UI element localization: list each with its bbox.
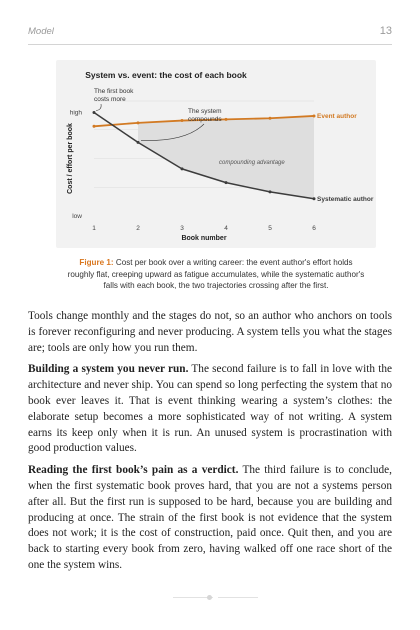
paragraph-3-text: The third failure is to conclude, when the first systematic book proves hard, that you are not a systems person after all. But the first run is supposed to be hard, because you are building and producing at once. The strain of the first book is not evidence that the system does not work; it is the cost of construction, paid once. Quit then, and you are back to starting every book from zero, having walked off one race short of the one the system wins. bbox=[28, 464, 392, 571]
systematic-author-point-5 bbox=[269, 190, 272, 193]
event-author-point-5 bbox=[269, 117, 272, 120]
annotation-first-book-line-2: costs more bbox=[94, 96, 126, 103]
footer-rule-right bbox=[218, 597, 258, 598]
event-author-point-2 bbox=[137, 121, 140, 124]
annotation-system-compounds-line-1: The system bbox=[188, 108, 222, 115]
event-author-point-3 bbox=[181, 119, 184, 122]
x-tick-label-1: 1 bbox=[92, 225, 96, 232]
compounding-gap-area bbox=[138, 116, 314, 199]
systematic-author-point-4 bbox=[225, 181, 228, 184]
figure-caption bbox=[66, 257, 366, 292]
paragraph-2-runin-heading: Building a system you never run. bbox=[28, 363, 189, 376]
chart-title: System vs. event: the cost of each book bbox=[85, 70, 247, 80]
systematic-author-point-1 bbox=[93, 111, 96, 114]
systematic-author-point-3 bbox=[181, 167, 184, 170]
systematic-author-label: Systematic author bbox=[317, 195, 374, 203]
event-author-point-4 bbox=[225, 118, 228, 121]
running-head-section: Model bbox=[28, 26, 54, 37]
y-axis-label: Cost / effort per book bbox=[67, 123, 74, 194]
y-tick-label-low: low bbox=[72, 213, 82, 220]
paragraph-3 bbox=[28, 463, 392, 574]
x-axis-label: Book number bbox=[181, 235, 227, 242]
paragraph-3-runin-heading: Reading the first book’s pain as a verdict. bbox=[28, 464, 239, 477]
systematic-author-point-2 bbox=[137, 141, 140, 144]
paragraph-1-text: Tools change monthly and the stages do not, so an author who anchors on tools is forever reconfiguring and never producing. A system tells you what the stages are; tools are only how you run them. bbox=[28, 310, 392, 354]
annotation-compounding-advantage: compounding advantage bbox=[219, 160, 285, 166]
figure-caption-text: Cost per book over a writing career: the event author's effort holds roughly flat, creeping upward as fatigue accumulates, while the systematic author's falls with each book, the two trajectories crossing after the first. bbox=[67, 258, 365, 290]
page-number: 13 bbox=[379, 25, 392, 37]
event-author-label: Event author bbox=[317, 112, 357, 120]
chart-svg bbox=[56, 60, 376, 248]
x-tick-label-6: 6 bbox=[312, 225, 316, 232]
event-author-point-6 bbox=[313, 114, 316, 117]
footer-ornament bbox=[207, 595, 212, 600]
x-tick-label-4: 4 bbox=[224, 225, 228, 232]
figure-caption-label: Figure 1: bbox=[79, 258, 114, 267]
annotation-system-compounds-line-2: compounds bbox=[188, 116, 222, 123]
body-text bbox=[28, 309, 392, 580]
paragraph-2-text: The second failure is to fall in love with the architecture and never ship. You can spend so long perfecting the system that no book ever leaves it. That is event thinking wearing a system’s clothes: the elaborate setup becomes a more sophisticated way of not writing. A system earns its keep only when it is run. An unused system is procrastination with good production values. bbox=[28, 363, 392, 455]
header-rule bbox=[28, 44, 392, 45]
systematic-author-point-6 bbox=[313, 197, 316, 200]
annotation-first-book-arrow bbox=[96, 104, 101, 111]
annotation-first-book-line-1: The first book bbox=[94, 88, 134, 95]
paragraph-1 bbox=[28, 309, 392, 356]
event-author-point-1 bbox=[93, 125, 96, 128]
x-tick-label-3: 3 bbox=[180, 225, 184, 232]
y-tick-label-high: high bbox=[69, 109, 82, 117]
x-tick-label-2: 2 bbox=[136, 225, 140, 232]
x-tick-label-5: 5 bbox=[268, 225, 272, 232]
running-head bbox=[28, 26, 392, 40]
paragraph-2 bbox=[28, 362, 392, 457]
figure-panel bbox=[56, 60, 376, 248]
